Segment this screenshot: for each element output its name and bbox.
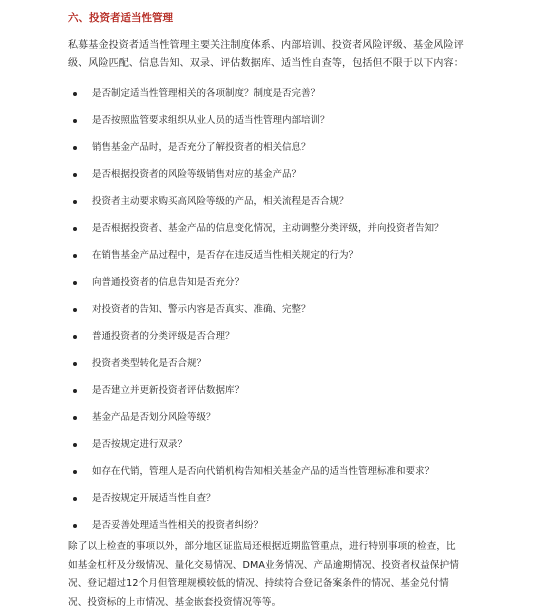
list-item xyxy=(68,377,488,404)
list-item xyxy=(68,269,488,296)
bullet-icon xyxy=(73,416,77,420)
list-item-text: 是否按规定开展适当性自查？ xyxy=(92,485,216,512)
list-item-text: 是否根据投资者、基金产品的信息变化情况，主动调整分类评级，并向投资者告知？ xyxy=(92,215,444,242)
list-item xyxy=(68,485,488,512)
bullet-icon xyxy=(73,389,77,393)
list-item-text: 是否妥善处理适当性相关的投资者纠纷？ xyxy=(92,512,263,539)
closing-line: 况、登记超过12个月但管理规模较低的情况、持续符合登记备案条件的情况、基金兑付情 xyxy=(68,575,478,594)
closing-paragraph xyxy=(68,538,478,612)
list-item-text: 如存在代销，管理人是否向代销机构告知相关基金产品的适当性管理标准和要求？ xyxy=(92,458,434,485)
list-item xyxy=(68,431,488,458)
bullet-icon xyxy=(73,281,77,285)
list-item-text: 是否根据投资者的风险等级销售对应的基金产品？ xyxy=(92,161,301,188)
list-item xyxy=(68,458,488,485)
bullet-icon xyxy=(73,146,77,150)
list-item xyxy=(68,296,488,323)
bullet-icon xyxy=(73,254,77,258)
bullet-icon xyxy=(73,119,77,123)
list-item-text: 向普通投资者的信息告知是否充分？ xyxy=(92,269,244,296)
bullet-icon xyxy=(73,470,77,474)
list-item xyxy=(68,107,488,134)
list-item-text: 是否按规定进行双录？ xyxy=(92,431,187,458)
list-item-text: 基金产品是否划分风险等级？ xyxy=(92,404,216,431)
list-item xyxy=(68,188,488,215)
closing-line: 除了以上检查的事项以外，部分地区证监局还根据近期监管重点，进行特别事项的检查，比 xyxy=(68,538,478,557)
list-item-text: 销售基金产品时，是否充分了解投资者的相关信息？ xyxy=(92,134,311,161)
bullet-icon xyxy=(73,362,77,366)
list-item-text: 在销售基金产品过程中，是否存在违反适当性相关规定的行为？ xyxy=(92,242,358,269)
bullet-icon xyxy=(73,173,77,177)
bullet-icon xyxy=(73,227,77,231)
bullet-icon xyxy=(73,524,77,528)
list-item xyxy=(68,404,488,431)
bullet-icon xyxy=(73,308,77,312)
list-item-text: 是否制定适当性管理相关的各项制度？制度是否完善？ xyxy=(92,80,320,107)
bullet-icon xyxy=(73,335,77,339)
list-item-text: 对投资者的告知、警示内容是否真实、准确、完整？ xyxy=(92,296,311,323)
section-heading: 六、投资者适当性管理 xyxy=(68,10,173,26)
intro-paragraph xyxy=(68,37,478,73)
bullet-icon xyxy=(73,443,77,447)
list-item-text: 投资者主动要求购买高风险等级的产品，相关流程是否合规？ xyxy=(92,188,349,215)
checklist xyxy=(68,80,488,539)
list-item xyxy=(68,80,488,107)
intro-line: 级、风险匹配、信息告知、双录、评估数据库、适当性自查等，包括但不限于以下内容： xyxy=(68,55,478,73)
list-item xyxy=(68,323,488,350)
list-item xyxy=(68,161,488,188)
list-item-text: 普通投资者的分类评级是否合理？ xyxy=(92,323,235,350)
bullet-icon xyxy=(73,200,77,204)
bullet-icon xyxy=(73,497,77,501)
list-item xyxy=(68,350,488,377)
intro-line: 私募基金投资者适当性管理主要关注制度体系、内部培训、投资者风险评级、基金风险评 xyxy=(68,37,478,55)
list-item xyxy=(68,512,488,539)
list-item-text: 是否建立并更新投资者评估数据库？ xyxy=(92,377,244,404)
list-item xyxy=(68,134,488,161)
list-item-text: 是否按照监管要求组织从业人员的适当性管理内部培训？ xyxy=(92,107,330,134)
list-item xyxy=(68,242,488,269)
closing-line: 况、投资标的上市情况、基金嵌套投资情况等等。 xyxy=(68,594,478,612)
bullet-icon xyxy=(73,92,77,96)
closing-line: 如基金杠杆及分级情况、量化交易情况、DMA业务情况、产品逾期情况、投资者权益保护情 xyxy=(68,557,478,576)
list-item xyxy=(68,215,488,242)
list-item-text: 投资者类型转化是否合规？ xyxy=(92,350,206,377)
